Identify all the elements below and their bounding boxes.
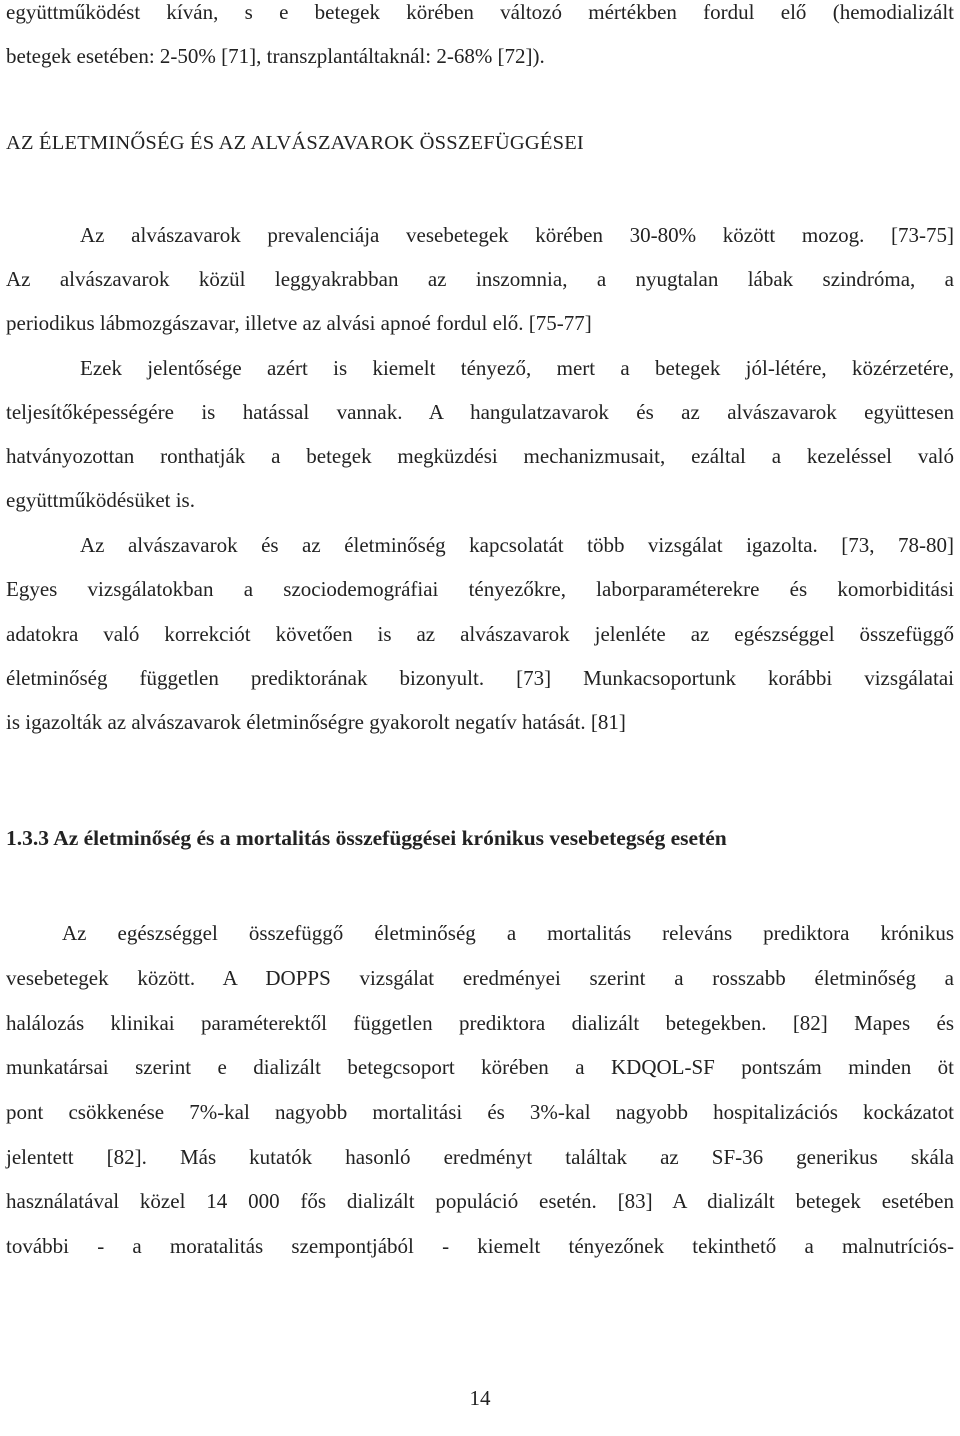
body-text-line: jelentett [82]. Más kutatók hasonló eredményt találtak az SF-36 generikus skála bbox=[6, 1145, 954, 1169]
section-heading: 1.3.3 Az életminőség és a mortalitás összefüggései krónikus vesebetegség esetén bbox=[6, 826, 727, 850]
body-text-line: periodikus lábmozgászavar, illetve az alvási apnoé fordul elő. [75-77] bbox=[6, 311, 592, 335]
body-text-line: pont csökkenése 7%-kal nagyobb mortalitási és 3%-kal nagyobb hospitalizációs kockázatot bbox=[6, 1100, 954, 1124]
body-text-line: együttműködést kíván, s e betegek körében változó mértékben fordul elő (hemodializált bbox=[6, 0, 954, 24]
body-text-line: Az alvászavarok prevalenciája vesebetegek körében 30-80% között mozog. [73-75] bbox=[80, 223, 954, 247]
body-text-line: Egyes vizsgálatokban a szociodemográfiai tényezőkre, laborparaméterekre és komorbiditási bbox=[6, 577, 954, 601]
page-number: 14 bbox=[469, 1386, 491, 1410]
body-text-line: munkatársai szerint e dializált betegcsoport körében a KDQOL-SF pontszám minden öt bbox=[6, 1055, 954, 1079]
body-text-line: adatokra való korrekciót követően is az alvászavarok jelenléte az egészséggel összefüggő bbox=[6, 622, 954, 646]
body-text-line: is igazolták az alvászavarok életminőségre gyakorolt negatív hatását. [81] bbox=[6, 710, 626, 734]
body-text-line: további - a moratalitás szempontjából - kiemelt tényezőnek tekinthető a malnutríciós- bbox=[6, 1234, 954, 1258]
body-text-line: hatványozottan ronthatják a betegek megküzdési mechanizmusait, ezáltal a kezeléssel való bbox=[6, 444, 954, 468]
body-text-line: Az egészséggel összefüggő életminőség a mortalitás releváns prediktora krónikus bbox=[62, 921, 954, 945]
body-text-line: használatával közel 14 000 fős dializált populáció esetén. [83] A dializált betegek esetében bbox=[6, 1189, 954, 1213]
body-text-line: Az alvászavarok és az életminőség kapcsolatát több vizsgálat igazolta. [73, 78-80] bbox=[80, 533, 954, 557]
body-text-line: életminőség független prediktorának bizonyult. [73] Munkacsoportunk korábbi vizsgálatai bbox=[6, 666, 954, 690]
body-text-line: Az alvászavarok közül leggyakrabban az inszomnia, a nyugtalan lábak szindróma, a bbox=[6, 267, 954, 291]
body-text-line: Ezek jelentősége azért is kiemelt tényező, mert a betegek jól-létére, közérzetére, bbox=[80, 356, 954, 380]
body-text-line: együttműködésüket is. bbox=[6, 488, 195, 512]
body-text-line: betegek esetében: 2-50% [71], transzplantáltaknál: 2-68% [72]). bbox=[6, 44, 545, 68]
body-text-line: halálozás klinikai paraméterektől független prediktora dializált betegekben. [82] Mapes és bbox=[6, 1011, 954, 1035]
body-text-line: vesebetegek között. A DOPPS vizsgálat eredményei szerint a rosszabb életminőség a bbox=[6, 966, 954, 990]
body-text-line: teljesítőképességére is hatással vannak. A hangulatzavarok és az alvászavarok együttesen bbox=[6, 400, 954, 424]
section-title: AZ ÉLETMINŐSÉG ÉS AZ ALVÁSZAVAROK ÖSSZEFÜGGÉSEI bbox=[6, 132, 584, 154]
